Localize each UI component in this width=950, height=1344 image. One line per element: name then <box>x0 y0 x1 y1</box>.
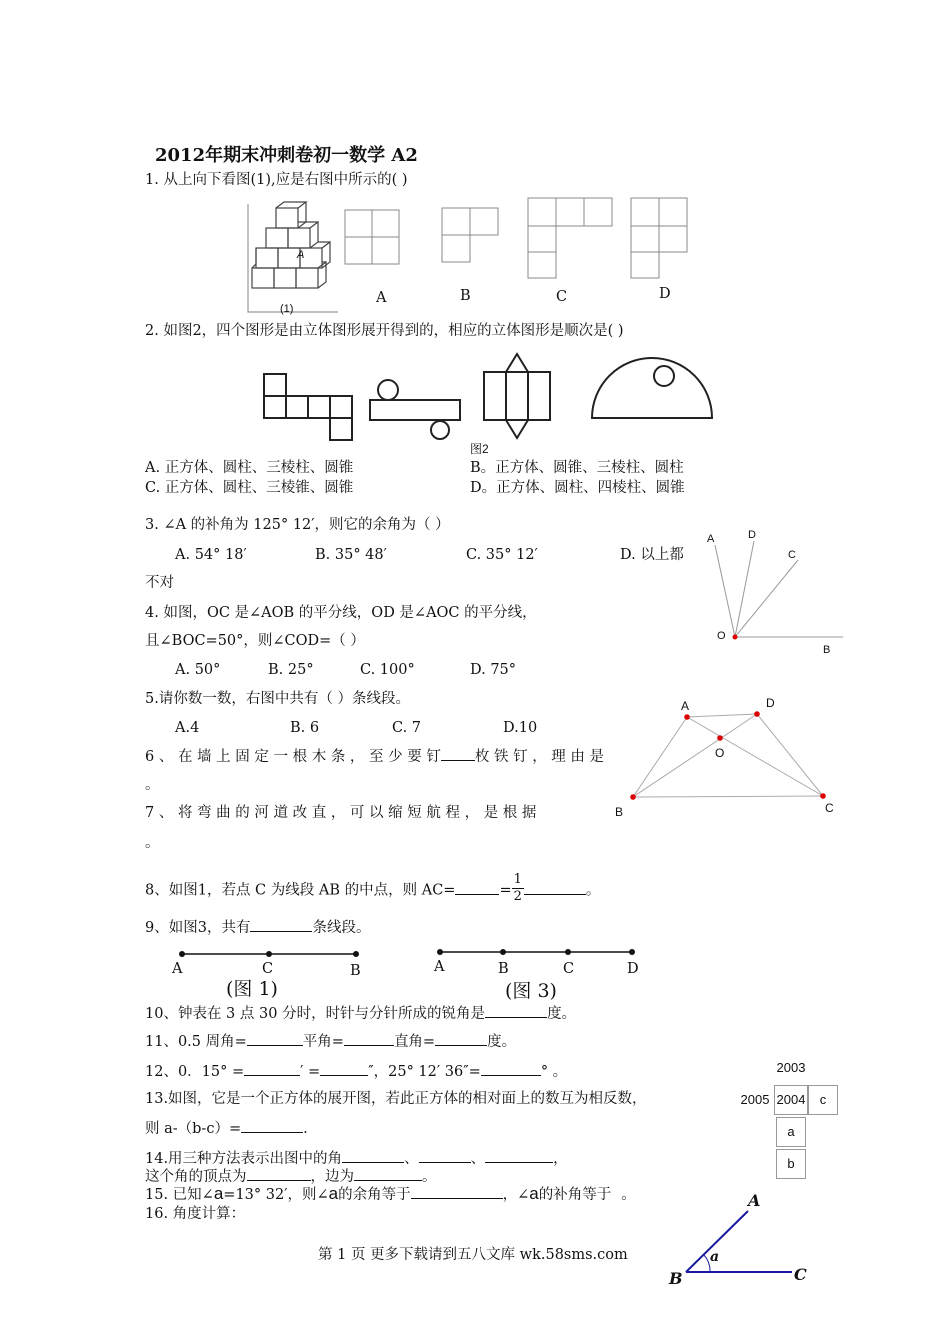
option-a-label: A <box>376 290 387 306</box>
q6-text-b: 枚 铁 钉 ， 理 由 是 <box>474 749 605 765</box>
fig3-label-c: C <box>563 961 575 977</box>
fig4-label-c: C <box>788 549 796 561</box>
q2-option-c: C. 正方体、圆柱、三棱锥、圆锥 <box>145 480 354 496</box>
q15-c: 的余角等于 <box>338 1187 411 1203</box>
question-16: 16. 角度计算： <box>145 1206 246 1222</box>
q3-option-d-cont: 不对 <box>145 575 174 591</box>
q14-text2-b: ，边为 <box>310 1169 354 1185</box>
net-face-b: b <box>776 1149 806 1179</box>
q8-text: 8、如图1，若点 C 为线段 AB 的中点，则 AC= <box>145 882 456 899</box>
segments-figure <box>625 700 835 810</box>
net-face-left: 2005 <box>736 1085 774 1115</box>
fig5-label-a: A <box>681 699 690 713</box>
alpha-symbol-3: a <box>529 1184 539 1203</box>
question-1: 1. 从上向下看图(1),应是右图中所示的( ) <box>145 172 408 188</box>
fig3-label-b: B <box>498 961 509 977</box>
angle-label-b: B <box>669 1269 683 1288</box>
q10-text-a: 10、钟表在 3 点 30 分时，时针与分针所成的锐角是 <box>145 1006 486 1022</box>
q9-blank[interactable] <box>250 917 312 932</box>
question-13: 13.如图，它是一个正方体的展开图，若此正方体的相对面上的数互为相反数， <box>145 1091 647 1107</box>
q12-blank-1[interactable] <box>244 1061 300 1076</box>
q11-a: 11、0.5 周角= <box>145 1034 247 1050</box>
q11-c: 直角= <box>393 1034 436 1050</box>
question-11 <box>145 1031 516 1051</box>
q13-blank[interactable] <box>241 1118 303 1133</box>
q8-blank-2[interactable] <box>524 880 586 895</box>
q14-text-a: 14.用三种方法表示出图中的角 <box>145 1151 343 1167</box>
q2-option-a: A. 正方体、圆柱、三棱柱、圆锥 <box>145 460 354 476</box>
question-5: 5.请你数一数，右图中共有（ ）条线段。 <box>145 691 410 707</box>
q15-a: 15. 已知∠ <box>145 1187 214 1203</box>
q12-b: ′ = <box>300 1064 321 1080</box>
question-4-line2: 且∠BOC=50°，则∠COD=（ ） <box>145 633 365 649</box>
q8-eq: = <box>499 882 512 899</box>
question-4: 4. 如图，OC 是∠AOB 的平分线，OD 是∠AOC 的平分线， <box>145 605 537 621</box>
fig5-label-c: C <box>825 801 834 815</box>
q11-d: 度。 <box>487 1034 517 1050</box>
q8-blank-1[interactable] <box>455 880 499 895</box>
q7-end: 。 <box>145 835 160 851</box>
fig1-label-a: A <box>172 961 183 977</box>
q5-option-a: A.4 <box>175 720 200 736</box>
q6-blank[interactable] <box>441 746 475 761</box>
q6-end: 。 <box>145 777 160 793</box>
fig1-caption: (图 1) <box>226 978 278 1000</box>
q2-option-d: D。正方体、圆柱、四棱柱、圆锥 <box>470 480 685 496</box>
question-13-line2 <box>145 1118 308 1138</box>
option-c-label: C <box>556 289 568 305</box>
q11-blank-2[interactable] <box>344 1031 394 1046</box>
angle-label-a: A <box>748 1191 761 1210</box>
alpha-symbol: a <box>213 1184 224 1203</box>
net-face-right: c <box>808 1085 838 1115</box>
net-face-a: a <box>776 1117 806 1147</box>
q5-option-b: B. 6 <box>290 720 320 736</box>
q4-option-b: B. 25° <box>268 662 314 678</box>
q14-blank-5[interactable] <box>354 1166 422 1181</box>
question-15 <box>145 1184 636 1204</box>
q15-blank-1[interactable] <box>411 1184 503 1199</box>
fig1-label-b: B <box>350 963 361 979</box>
q15-e: 的补角等于 <box>538 1187 612 1203</box>
q14-end1: ， <box>553 1151 568 1167</box>
fraction-numerator: 1 <box>513 872 522 887</box>
fig4-label-a: A <box>707 533 715 545</box>
q15-f: 。 <box>621 1187 636 1203</box>
q2-option-b: B。正方体、圆锥、三棱柱、圆柱 <box>470 460 684 476</box>
q8-end: 。 <box>585 882 601 899</box>
q11-b: 平角= <box>302 1034 344 1050</box>
q13-text2-b: . <box>303 1121 308 1137</box>
q3-option-a: A. 54° 18′ <box>175 547 247 563</box>
question-9 <box>145 917 370 937</box>
q5-option-c: C. 7 <box>392 720 422 736</box>
one-half-fraction <box>512 872 524 905</box>
question-12 <box>145 1061 567 1081</box>
net-face-middle: 2004 <box>774 1085 808 1115</box>
q4-option-c: C. 100° <box>360 662 415 678</box>
q13-text2-a: 则 a-（b-c）= <box>145 1121 242 1137</box>
q3-option-c: C. 35° 12′ <box>466 547 538 563</box>
q12-c: ″，25° 12′ 36″= <box>368 1064 481 1080</box>
fig3-label-a: A <box>434 959 445 975</box>
question-7: 7 、 将 弯 曲 的 河 道 改 直 ， 可 以 缩 短 航 程 ， 是 根 据 <box>145 805 537 821</box>
q15-b: =13° 32′，则∠ <box>223 1187 329 1203</box>
q15-d: ，∠ <box>502 1187 530 1203</box>
q11-blank-1[interactable] <box>247 1031 303 1046</box>
unfolded-shapes-figure <box>262 352 702 452</box>
question-3: 3. ∠A 的补角为 125° 12′，则它的余角为（ ） <box>145 517 450 533</box>
q12-blank-3[interactable] <box>481 1061 541 1076</box>
q12-a: 12、0．15° = <box>145 1064 245 1080</box>
page-footer: 第 1 页 更多下载请到五八文库 wk.58sms.com <box>318 1247 628 1263</box>
figure-1-caption: (1) <box>280 303 294 315</box>
q14-sep2: 、 <box>470 1151 486 1167</box>
question-2: 2. 如图2，四个图形是由立体图形展开得到的，相应的立体图形是顺次是( ) <box>145 323 624 339</box>
q14-sep1: 、 <box>404 1151 419 1167</box>
question-8 <box>145 874 600 907</box>
net-face-top: 2003 <box>774 1053 808 1083</box>
cube-label: A <box>297 249 305 261</box>
angle-abc-figure <box>680 1205 800 1285</box>
q11-blank-3[interactable] <box>435 1031 487 1046</box>
q14-blank-3[interactable] <box>485 1148 553 1163</box>
page-title: 2012年期末冲刺卷初一数学 A2 <box>155 145 418 166</box>
option-grids <box>345 210 705 280</box>
fig5-label-o: O <box>715 746 725 760</box>
q12-blank-2[interactable] <box>320 1061 368 1076</box>
q10-text-b: 度。 <box>547 1006 577 1022</box>
q14-blank-1[interactable] <box>342 1148 404 1163</box>
fig3-caption: (图 3) <box>505 980 557 1002</box>
alpha-symbol-2: a <box>328 1184 339 1203</box>
q3-option-b: B. 35° 48′ <box>315 547 387 563</box>
fig5-label-d: D <box>766 696 775 710</box>
fig1-label-c: C <box>262 961 274 977</box>
q4-option-d: D. 75° <box>470 662 517 678</box>
angle-label-alpha: a <box>710 1249 720 1265</box>
q14-blank-4[interactable] <box>247 1166 311 1181</box>
option-b-label: B <box>460 288 471 304</box>
fig4-label-b: B <box>823 644 831 656</box>
fig3-label-d: D <box>627 961 639 977</box>
q10-blank[interactable] <box>485 1003 547 1018</box>
fig4-label-o: O <box>717 630 726 642</box>
fig5-label-b: B <box>615 805 624 819</box>
angle-label-c: C <box>794 1265 807 1284</box>
option-d-label: D <box>659 286 671 302</box>
q14-text2-a: 这个角的顶点为 <box>145 1169 247 1185</box>
q14-end2: 。 <box>422 1169 437 1185</box>
q5-option-d: D.10 <box>503 720 538 736</box>
q4-option-a: A. 50° <box>175 662 221 678</box>
question-14 <box>145 1148 568 1168</box>
q6-text-a: 6 、 在 墙 上 固 定 一 根 木 条 ， 至 少 要 钉 <box>145 749 441 765</box>
fraction-denominator: 2 <box>513 889 522 904</box>
q12-d: ° 。 <box>540 1064 568 1080</box>
question-6 <box>145 746 604 766</box>
line-segment-figures <box>170 945 650 965</box>
q3-option-d: D. 以上都 <box>620 547 684 563</box>
fig4-label-d: D <box>748 529 756 541</box>
figure-2-caption: 图2 <box>470 442 489 456</box>
question-14-line2 <box>145 1166 437 1186</box>
q9-text-b: 条线段。 <box>312 920 371 936</box>
question-10 <box>145 1003 576 1023</box>
q9-text-a: 9、如图3，共有 <box>145 920 251 936</box>
q14-blank-2[interactable] <box>419 1148 471 1163</box>
